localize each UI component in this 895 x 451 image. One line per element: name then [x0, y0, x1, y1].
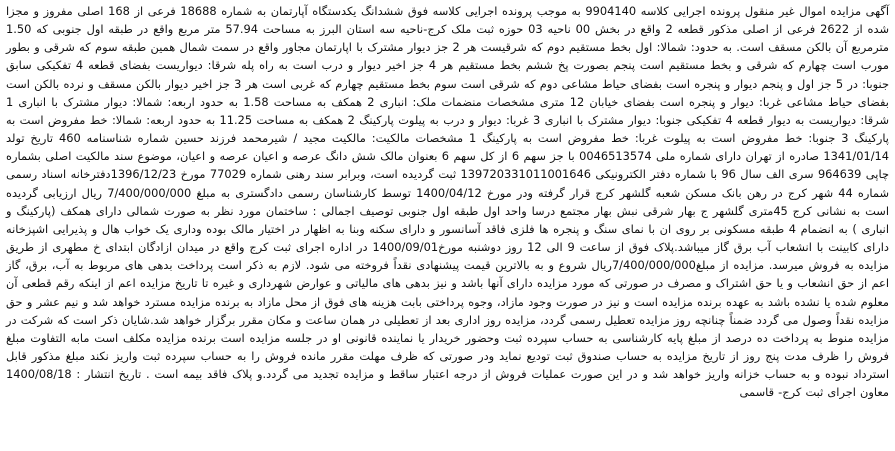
auction-notice-text: آگهی مزایده اموال غیر منقول پرونده اجرایی کلاسه 9904140 به موجب پرونده اجرایی کلاسه فوق ششدانگ یکدستگاه آپارتمان به شماره 18688 فرعی از 168 اصلی مفروز و مجزا شده از 2622 فرعی از اصلی مذکور قطعه 2 واقع در بخش 00 ناحیه 03 حوزه ثبت ملک کرج-ناحیه سه استان البرز به مساحت 57.94 متر مربع واقع در طبقه اول جنوبی که 1.50 مترمربع آن بالکن مسقف است. به حدود: شمالا: اول بخط مستقیم دوم که شرقیست هر 2 جز دیوار مشترک با اپارتمان مجاور واقع در سمت شمال همین طبقه سوم که شرقی و بطور مورب است چهارم که شرقی و بخط مستقیم است پنجم بصورت پخ ششم بخط مستقیم هر 4 جز اخیر دیوار و درب است به راه پله شرقا: دیواریست بفضای قطعه 4 تفکیکی سابق جنوبا: در 5 جز اول و پنجم دیوار و پنجره است بفضای حیاط مشاعی دوم که شرقی است سوم بخط مستقیم چهارم که غربی است هر 3 جز اخیر دیوار بالکن مسقف و نرده بالکن است بفضای حیاط مشاعی غربا: دیوار و پنجره است بفضای خیابان 12 متری مشخصات منضمات ملک: انباری 2 همکف به مساحت 1.58 به حدود اربعه: شمالا: دیوار مشترک با انباری 1 شرقا: دیواریست به دیوار قطعه 4 تفکیکی جنوبا: دیوار مشترک با انباری 3 غربا: دیوار و درب به پیلوت پارکینگ 2 همکف به مساحت 11.25 به حدود اربعه: شمالا: خط مفروض است به پارکینگ 3 جنوبا: خط مفروض است به پیلوت غربا: خط مفروض است به پارکینگ 1 مشخصات مالکیت: مالکیت مجید / شیرمحمد فرزند حسین شماره شناسنامه 460 تاریخ تولد 1341/01/14 صادره از تهران دارای شماره ملی 0046513574 با جز سهم 6 از کل سهم 6 بعنوان مالک شش دانگ عرصه و اعیان عرصه و اعیان، موضوع سند مالکیت اصلی بشماره چاپی 964639 سری الف سال 96 با شماره دفتر الکترونیکی 139720331011001646 ثبت گردیده است، وبرابر سند رهنی شماره 77029 مورخ 1396/12/23دفترخانه اسناد رسمی شماره 44 شهر کرج در رهن بانک مسکن شعبه گلشهر کرج قرار گرفته ودر مورخ 1400/04/12 توسط کارشناسان رسمی دادگستری به مبلغ 7/400/000/000 ریال ارزیابی گردیده است به نشانی کرج 45متری گلشهر ج بهار شرقی نبش بهار مجتمع درسا واحد اول طبقه اول جنوبی توصیف اجمالی : ساختمان مورد نظر به صورت شمالی دارای همکف (پارکینگ و انباری ) به انضمام 4 طبقه مسکونی بر روی ان با نمای سنگ و پنجره ها فلزی فاقد آسانسور و دارای سکنه وبنا به اظهار در اختیار مالک بوده وداری یک خواب هال و پذیرایی اشپزخانه دارای کابینت با انشعاب آب برق گاز میباشد.پلاک فوق از ساعت 9 الی 12 روز دوشنبه مورخ1400/09/01 در اداره اجرای ثبت کرج واقع در میدان ازادگان ابتدای خ مطهری از طریق مزایده به فروش میرسد. مزایده از مبلغ7/400/000/000ریال شروع و به بالاترین قیمت پیشنهادی نقداً فروخته می شود. لازم به ذکر است پرداخت بدهی های مربوط به آب، برق، گاز اعم از حق انشعاب و یا حق اشتراک و مصرف در صورتی که مورد مزایده دارای آنها باشد و نیز بدهی های مالیاتی و عوارض شهرداری و غیره تا تاریخ مزایده اعم از اینکه رقم قطعی آن معلوم شده یا نشده باشد به عهده برنده مزایده است و نیز در صورت وجود مازاد، وجوه پرداختی بابت هزینه های فوق از محل مازاد به برنده مزایده مسترد خواهد شد و نیم عشر و حق مزایده نقداً وصول می گردد ضمناً چنانچه روز مزایده تعطیل رسمی گردد، مزایده روز اداری بعد از تعطیلی در همان ساعت و مکان مقرر برگزار خواهد شد.شایان ذکر است که شرکت در مزایده منوط به پرداخت ده درصد از مبلغ پایه کارشناسی به حساب سپرده ثبت وحضور خریدار یا نماینده قانونی او در جلسه مزایده است برنده مزایده مکلف است مابه التفاوت مبلغ فروش را ظرف مدت پنج روز از تاریخ مزایده به حساب صندوق ثبت تودیع نماید ودر صورتی که ظرف مهلت مقرر مانده فروش را به حساب سپرده ثبت واریز نکند مبلغ مذکور قابل استرداد نبوده و به حساب خزانه واریز خواهد شد و در این صورت عملیات فروش از درجه اعتبار ساقط و مزایده تجدید می گردد.و پلاک فاقد بیمه است . تاریخ انتشار : 1400/08/18 معاون اجرای ثبت کرج- قاسمی: [6, 4, 890, 400]
